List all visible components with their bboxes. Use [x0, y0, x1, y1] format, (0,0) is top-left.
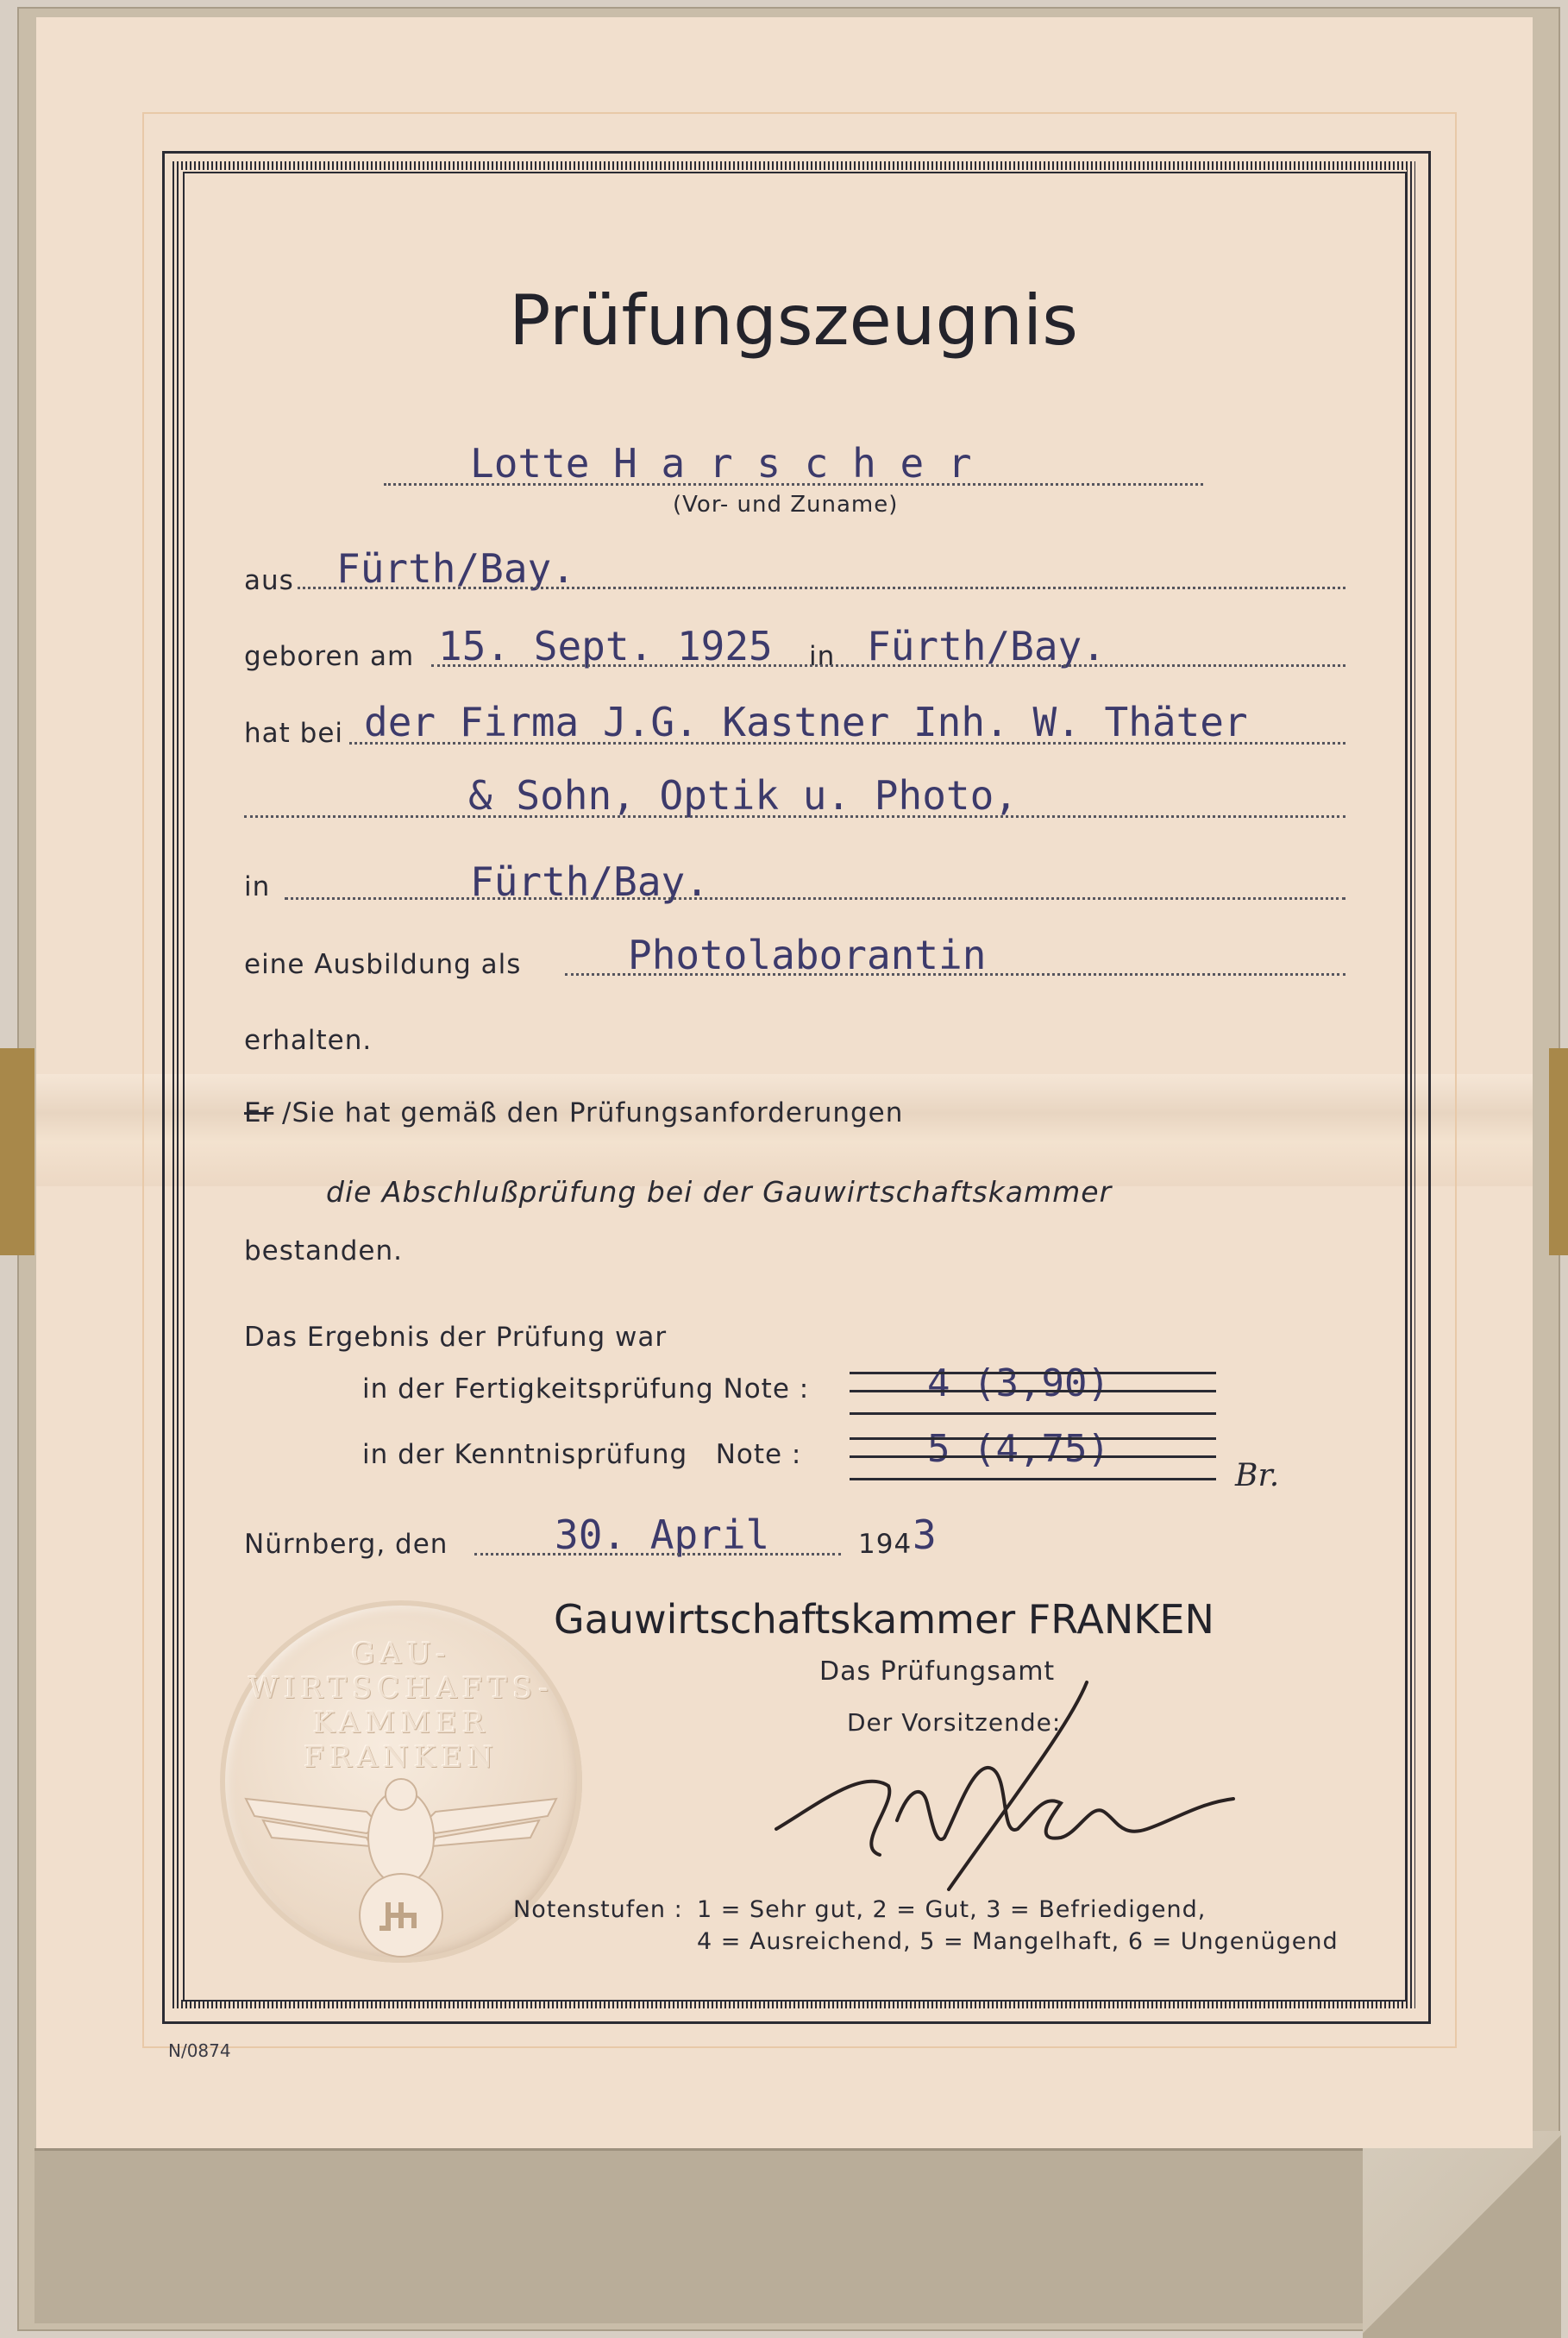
- name-line: [384, 483, 1203, 486]
- seal-line1: GAU-: [351, 1637, 451, 1671]
- result-intro: Das Ergebnis der Prüfung war: [244, 1322, 668, 1353]
- born-line: [431, 664, 1345, 667]
- name-caption: (Vor- und Zuname): [673, 492, 899, 518]
- office-name: Das Prüfungsamt: [819, 1656, 1056, 1687]
- exam-text: die Abschlußprüfung bei der Gauwirtschaftskammer: [326, 1175, 1113, 1209]
- year-prefix: 194: [858, 1529, 913, 1560]
- year-suffix: 3: [913, 1512, 937, 1558]
- aus-line: [298, 587, 1345, 589]
- holder-name: Lotte H a r s c h e r: [470, 440, 972, 487]
- scale-line2: 4 = Ausreichend, 5 = Mangelhaft, 6 = Ungenügend: [697, 1928, 1339, 1955]
- training-value: Photolaborantin: [628, 932, 987, 978]
- folder-spine-right: [1549, 1048, 1568, 1255]
- bestanden-text: bestanden.: [244, 1235, 403, 1266]
- born-place: Fürth/Bay.: [867, 623, 1106, 669]
- firm-line2: & Sohn, Optik u. Photo,: [468, 772, 1018, 819]
- folder-spine-left: [0, 1048, 34, 1255]
- date-value: 30. April: [555, 1512, 770, 1558]
- aus-label: aus: [244, 565, 294, 596]
- aus-value: Fürth/Bay.: [336, 545, 575, 592]
- er-struck: Er: [244, 1097, 274, 1128]
- place-label: Nürnberg, den: [244, 1529, 448, 1560]
- hat-bei-label: hat bei: [244, 718, 344, 749]
- date-line: [474, 1553, 841, 1556]
- training-label: eine Ausbildung als: [244, 949, 522, 980]
- practical-grade: 4 (3,90): [927, 1361, 1110, 1405]
- seal-line2: WIRTSCHAFTS-: [248, 1671, 554, 1706]
- chair-label: Der Vorsitzende:: [847, 1708, 1062, 1737]
- theory-grade-strike: [850, 1437, 1216, 1480]
- erhalten-text: erhalten.: [244, 1025, 373, 1056]
- seal-line3: KAMMER: [312, 1706, 490, 1740]
- sie-text: /Sie hat gemäß den Prüfungsanforderungen: [282, 1097, 904, 1128]
- firm-line1: der Firma J.G. Kastner Inh. W. Thäter: [364, 699, 1248, 745]
- theory-label: in der Kenntnisprüfung Note :: [362, 1439, 802, 1470]
- born-date: 15. Sept. 1925: [438, 623, 773, 669]
- scale-label: Notenstufen :: [513, 1896, 683, 1923]
- signature-text: Maser: [1026, 1889, 1032, 1890]
- theory-grade: 5 (4,75): [927, 1427, 1110, 1471]
- firm-city: Fürth/Bay.: [470, 858, 709, 905]
- training-line: [565, 973, 1345, 976]
- city-line: [285, 897, 1345, 900]
- in-label: in: [244, 871, 271, 902]
- folder-corner: [1363, 2131, 1561, 2338]
- practical-label: in der Fertigkeitsprüfung Note :: [362, 1373, 810, 1405]
- signature-icon: [750, 1674, 1268, 1898]
- folder-bottom-flap: [34, 2148, 1540, 2323]
- stock-number: N/0874: [168, 2040, 231, 2061]
- firm-line1-rule: [349, 742, 1345, 745]
- firm-line2-rule: [244, 815, 1345, 818]
- seal-line4: FRANKEN: [304, 1740, 499, 1775]
- initial-mark: Br.: [1235, 1458, 1280, 1493]
- certificate-title: Prüfungszeugnis: [509, 280, 1078, 361]
- practical-grade-strike: [850, 1372, 1216, 1415]
- org-name: Gauwirtschaftskammer FRANKEN: [554, 1596, 1214, 1643]
- born-in-label: in: [809, 641, 836, 672]
- born-label: geboren am: [244, 641, 415, 672]
- scale-line1: 1 = Sehr gut, 2 = Gut, 3 = Befriedigend,: [697, 1896, 1207, 1923]
- eagle-emblem-icon: [220, 1764, 582, 1971]
